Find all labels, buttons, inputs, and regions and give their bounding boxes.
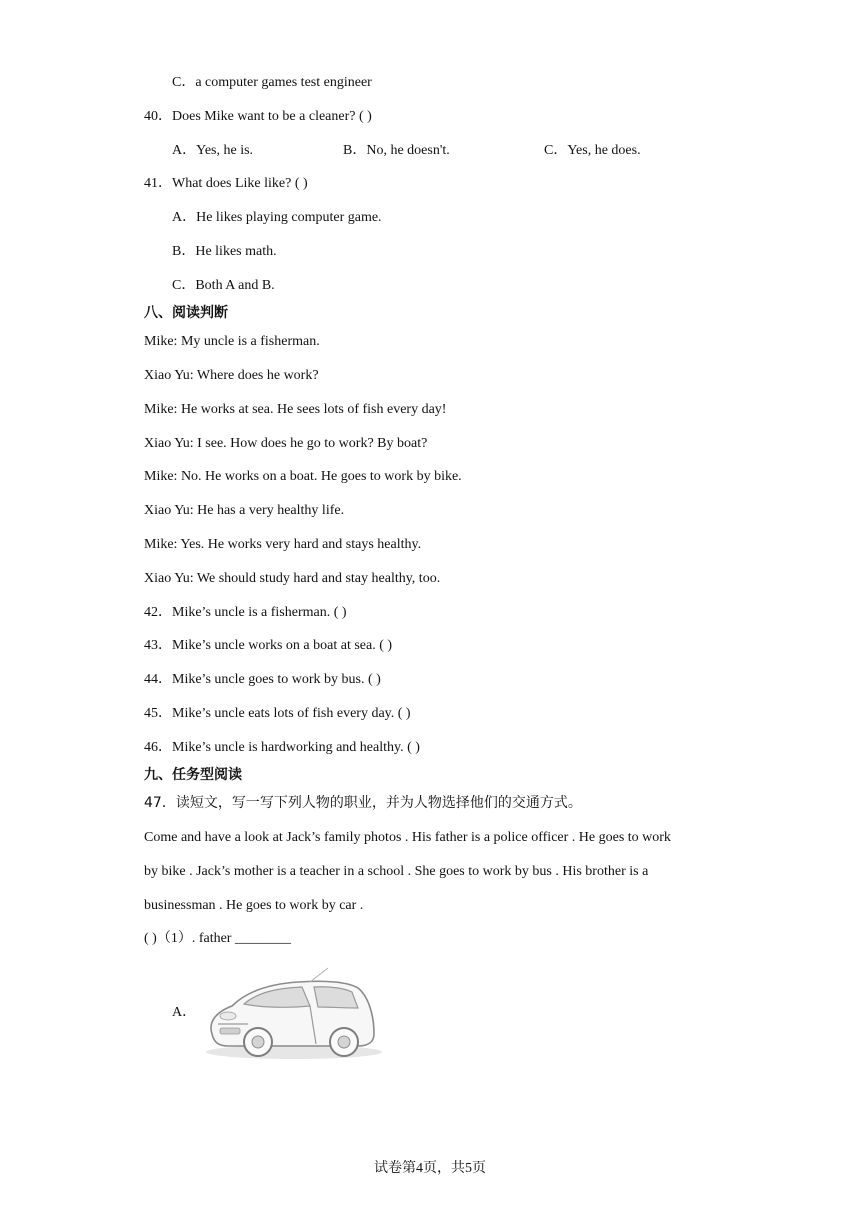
section9-heading: 九、任务型阅读 xyxy=(144,767,242,783)
q41-question: 41．What does Like like? ( ) xyxy=(144,176,308,191)
statement-43: 43．Mike’s uncle works on a boat at sea. ( ) xyxy=(144,638,393,653)
q40-option-a: A．Yes, he is. xyxy=(172,143,254,158)
q40-option-b: B．No, he doesn't. xyxy=(343,143,450,158)
passage-line: Come and have a look at Jack’s family photos . His father is a police officer . He goes to work xyxy=(144,830,671,845)
passage-line: by bike . Jack’s mother is a teacher in a school . She goes to work by bus . His brother is a xyxy=(144,864,649,879)
statement-45: 45．Mike’s uncle eats lots of fish every day. ( ) xyxy=(144,706,411,721)
item-father: ( )（1）. father ________ xyxy=(144,931,291,946)
page-footer: 试卷第4页，共5页 xyxy=(374,1161,486,1176)
dialogue-line: Mike: My uncle is a fisherman. xyxy=(144,334,320,349)
statement-44: 44．Mike’s uncle goes to work by bus. ( ) xyxy=(144,672,381,687)
q41-option-a: A．He likes playing computer game. xyxy=(172,210,382,225)
dialogue-line: Xiao Yu: Where does he work? xyxy=(144,368,319,383)
passage-line: businessman . He goes to work by car . xyxy=(144,898,364,913)
statement-46: 46．Mike’s uncle is hardworking and healthy. ( ) xyxy=(144,740,420,755)
q41-option-c: C．Both A and B. xyxy=(172,278,275,293)
dialogue-line: Mike: He works at sea. He sees lots of fish every day! xyxy=(144,402,447,417)
dialogue-line: Xiao Yu: He has a very healthy life. xyxy=(144,503,345,518)
dialogue-line: Mike: No. He works on a boat. He goes to work by bike. xyxy=(144,469,462,484)
option-a-label: A． xyxy=(172,1005,197,1020)
q41-option-b: B．He likes math. xyxy=(172,244,277,259)
q39-option-c: C．a computer games test engineer xyxy=(172,75,372,90)
q40-question: 40．Does Mike want to be a cleaner? ( ) xyxy=(144,109,372,124)
q40-option-c: C．Yes, he does. xyxy=(544,143,641,158)
car-icon xyxy=(198,962,384,1064)
statement-42: 42．Mike’s uncle is a fisherman. ( ) xyxy=(144,605,347,620)
q47-instruction: 47．读短文，写一写下列人物的职业，并为人物选择他们的交通方式。 xyxy=(144,795,582,811)
dialogue-line: Xiao Yu: I see. How does he go to work? By boat? xyxy=(144,436,428,451)
dialogue-line: Mike: Yes. He works very hard and stays healthy. xyxy=(144,537,422,552)
section8-heading: 八、阅读判断 xyxy=(144,305,228,321)
dialogue-line: Xiao Yu: We should study hard and stay healthy, too. xyxy=(144,571,441,586)
